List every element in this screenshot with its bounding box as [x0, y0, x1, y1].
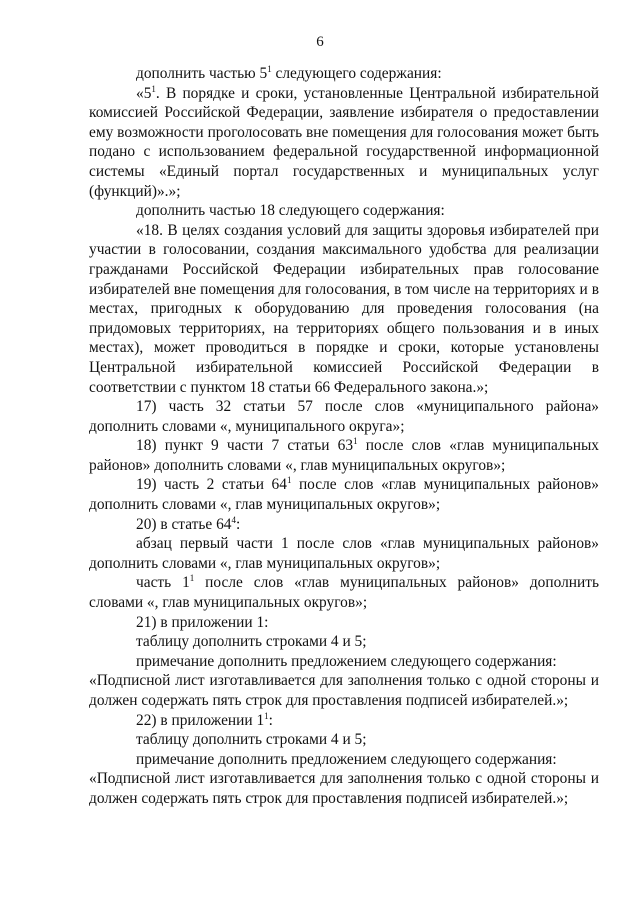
paragraph	[89, 84, 599, 202]
superscript-index: 1	[151, 83, 156, 94]
superscript-index: 1	[264, 710, 269, 721]
paragraph-text: 18) пункт 9 части 7 статьи 63	[136, 437, 354, 455]
superscript-index: 1	[353, 436, 358, 447]
document-body	[89, 64, 599, 809]
paragraph-text: 20) в статье 64	[136, 515, 232, 533]
paragraph	[89, 515, 599, 535]
paragraph	[89, 64, 599, 84]
paragraph	[89, 397, 599, 436]
paragraph-text-continued: . В порядке и сроки, установленные Центральной избирательной комиссией Российской Федерации, заявление избирателя о предоставлении ему возможности проголосовать вне помещения для голосования может быть подано с использованием федеральной государственной информационной системы «Единый портал государственных и муниципальных услуг (функций)».»;	[89, 84, 599, 200]
paragraph-text: 17) часть 32 статьи 57 после слов «муниципального района» дополнить словами «, муниципального округа»;	[89, 398, 599, 435]
superscript-index: 1	[189, 573, 195, 584]
superscript-index: 4	[231, 514, 236, 525]
paragraph-text: часть 1	[136, 574, 190, 592]
paragraph	[89, 711, 599, 731]
paragraph	[89, 613, 599, 633]
paragraph-text: таблицу дополнить строками 4 и 5;	[136, 731, 367, 749]
paragraph	[89, 475, 599, 514]
paragraph-text: 22) в приложении 1	[136, 711, 265, 729]
paragraph	[89, 632, 599, 652]
paragraph-text: примечание дополнить предложением следующего содержания:	[136, 652, 557, 670]
page-number: 6	[316, 34, 324, 50]
paragraph	[89, 573, 599, 612]
paragraph-text: «Подписной лист изготавливается для заполнения только с одной стороны и должен содержать пять строк для проставления подписей избирателей.»;	[89, 770, 599, 807]
paragraph-text: «5	[136, 84, 152, 102]
paragraph-text: 21) в приложении 1:	[136, 613, 269, 631]
paragraph	[89, 730, 599, 750]
paragraph-text: таблицу дополнить строками 4 и 5;	[136, 633, 367, 651]
paragraph	[89, 201, 599, 221]
paragraph-text: дополнить частью 5	[136, 65, 268, 82]
paragraph-text-continued: :	[268, 711, 273, 729]
paragraph-text-continued: после слов «глав муниципальных районов» дополнить словами «, глав муниципальных округов»;	[89, 574, 599, 612]
paragraph	[89, 534, 599, 573]
paragraph-text-continued: следующего содержания:	[271, 65, 442, 82]
superscript-index: 1	[286, 475, 292, 486]
paragraph	[89, 769, 599, 808]
paragraph	[89, 671, 599, 710]
paragraph-text-continued: :	[235, 515, 241, 533]
paragraph-text: 19) часть 2 статьи 64	[136, 476, 287, 494]
paragraph-text: «18. В целях создания условий для защиты здоровья избирателей при участии в голосовании, создания максимального удобства для реализации гражданами Российской Федерации избирательных прав голосование избирателей вне помещения для голосования, в том числе на территориях и в местах, пригодных к оборудованию для проведения голосования (на придомовых территориях, на территориях общего пользования и в иных местах), может проводиться в порядке и сроки, которые установлены Центральной избирательной комиссией Российской Федерации в соответствии с пунктом 18 статьи 66 Федерального закона.»;	[89, 221, 599, 396]
paragraph-text-continued: после слов «глав муниципальных районов» дополнить словами «, глав муниципальных округов»;	[89, 476, 599, 514]
paragraph-text: примечание дополнить предложением следующего содержания:	[136, 750, 557, 768]
paragraph-text: дополнить частью 18 следующего содержания:	[136, 202, 445, 220]
paragraph	[89, 652, 599, 672]
paragraph-text-continued: после слов «глав муниципальных районов» дополнить словами «, глав муниципальных округов»;	[89, 437, 599, 474]
paragraph	[89, 750, 599, 770]
paragraph-text: абзац первый части 1 после слов «глав муниципальных районов» дополнить словами «, глав муниципальных округов»;	[89, 535, 599, 572]
paragraph	[89, 221, 599, 397]
paragraph	[89, 436, 599, 475]
paragraph-text: «Подписной лист изготавливается для заполнения только с одной стороны и должен содержать пять строк для проставления подписей избирателей.»;	[89, 672, 599, 709]
superscript-index: 1	[267, 64, 272, 74]
